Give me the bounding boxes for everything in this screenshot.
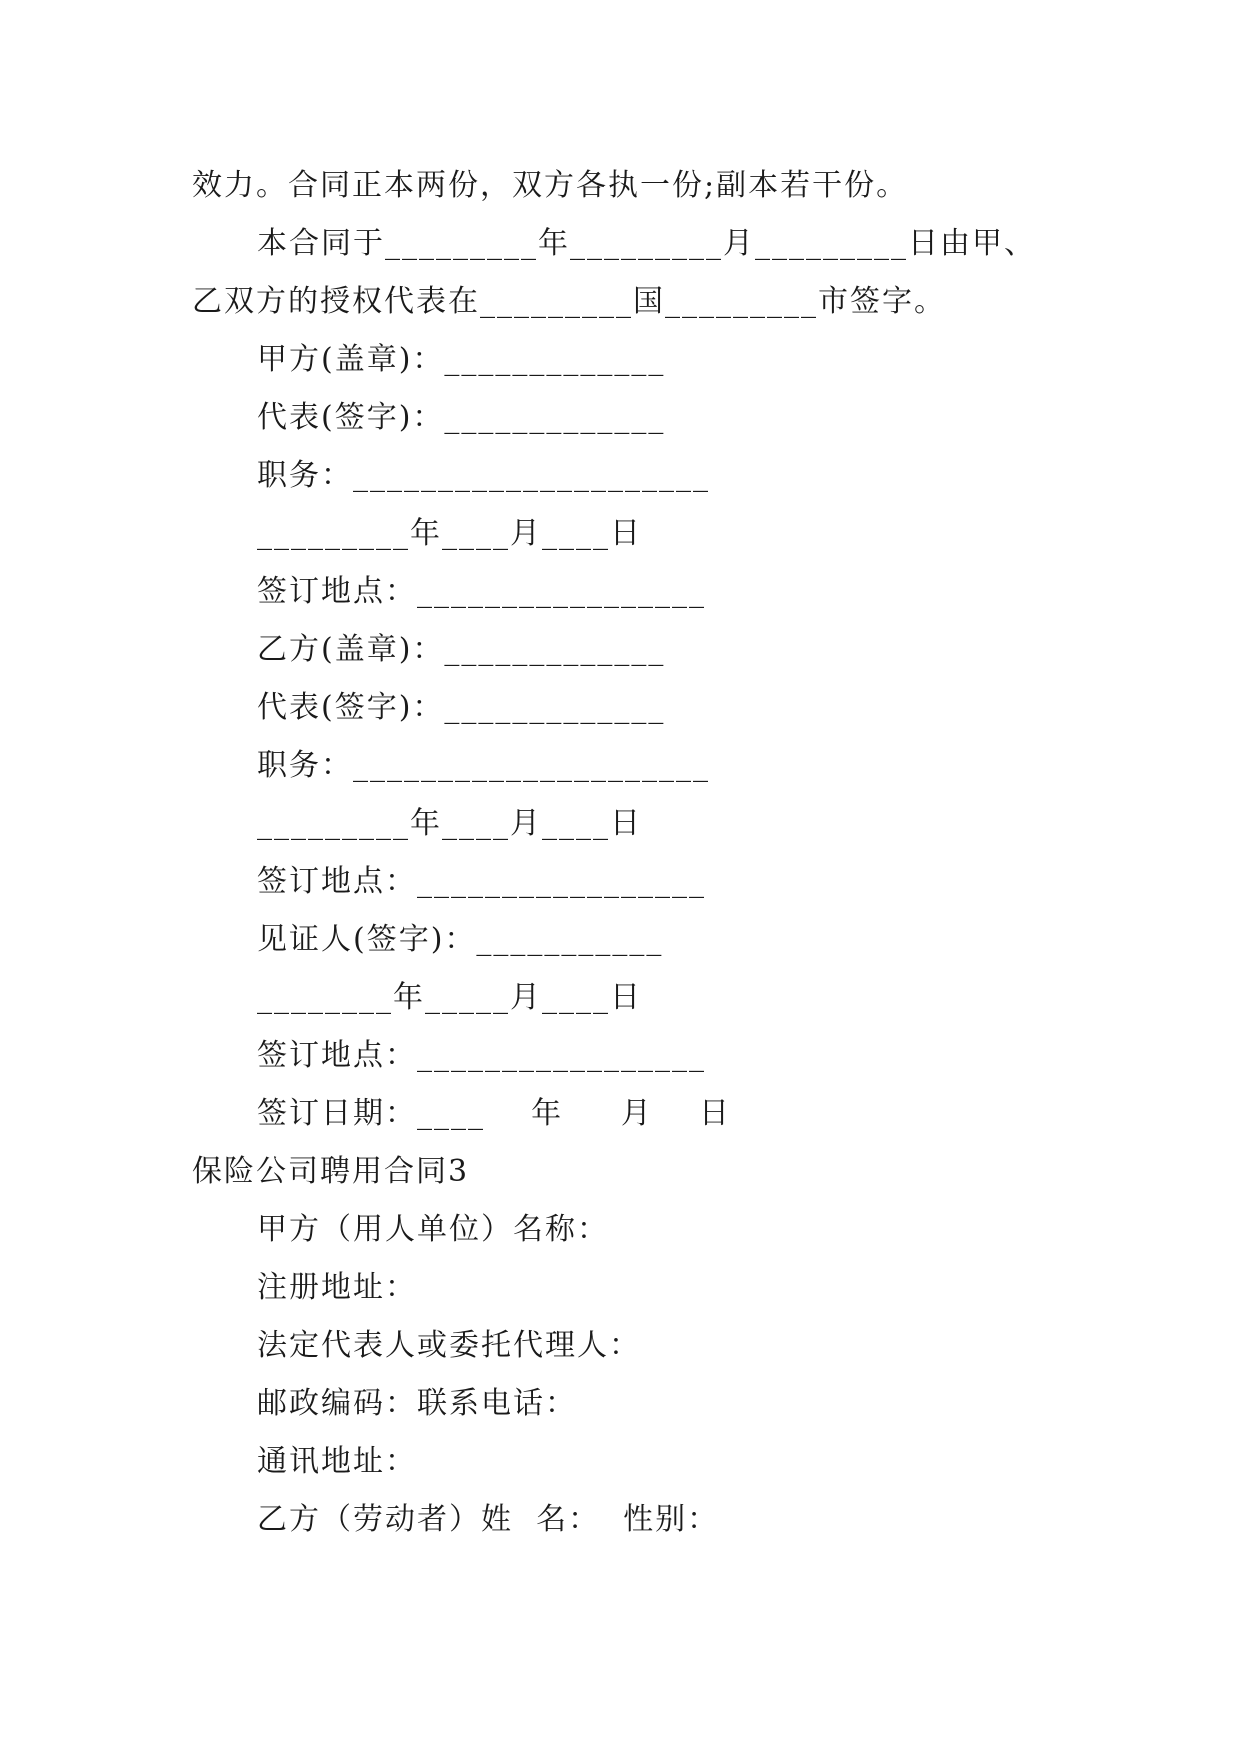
paragraph-line: 效力。合同正本两份，双方各执一份;副本若干份。	[192, 168, 909, 203]
field-employee-name-gender: 乙方（劳动者）姓 名： 性别：	[257, 1502, 720, 1537]
signature-field-party-a-seal: 甲方(盖章)：_____________	[257, 342, 666, 377]
signature-field-party-a-position: 职务：_____________________	[257, 458, 710, 493]
signature-field-witness-date: ________年_____月____日	[257, 980, 642, 1015]
paragraph-line: 本合同于_________年_________月_________日由甲、	[257, 226, 1036, 261]
paragraph-line: 乙双方的授权代表在_________国_________市签字。	[192, 284, 946, 319]
signature-field-party-b-representative: 代表(签字)：_____________	[257, 690, 666, 725]
signature-field-party-b-position: 职务：_____________________	[257, 748, 710, 783]
signature-field-witness-place: 签订地点：_________________	[257, 1038, 706, 1073]
field-legal-representative: 法定代表人或委托代理人：	[257, 1328, 641, 1363]
signature-field-party-b-place: 签订地点：_________________	[257, 864, 706, 899]
signature-field-party-b-date: _________年____月____日	[257, 806, 642, 841]
signature-field-party-b-seal: 乙方(盖章)：_____________	[257, 632, 666, 667]
signature-field-party-a-representative: 代表(签字)：_____________	[257, 400, 666, 435]
signature-field-party-a-place: 签订地点：_________________	[257, 574, 706, 609]
signature-field-signing-date: 签订日期：____ 年 月 日	[257, 1096, 731, 1131]
field-employer-name: 甲方（用人单位）名称：	[257, 1212, 609, 1247]
field-postcode-phone: 邮政编码：联系电话：	[257, 1386, 577, 1421]
section-heading: 保险公司聘用合同3	[192, 1154, 470, 1189]
signature-field-party-a-date: _________年____月____日	[257, 516, 642, 551]
field-registered-address: 注册地址：	[257, 1270, 417, 1305]
field-mailing-address: 通讯地址：	[257, 1444, 417, 1479]
signature-field-witness: 见证人(签字)：___________	[257, 922, 664, 957]
